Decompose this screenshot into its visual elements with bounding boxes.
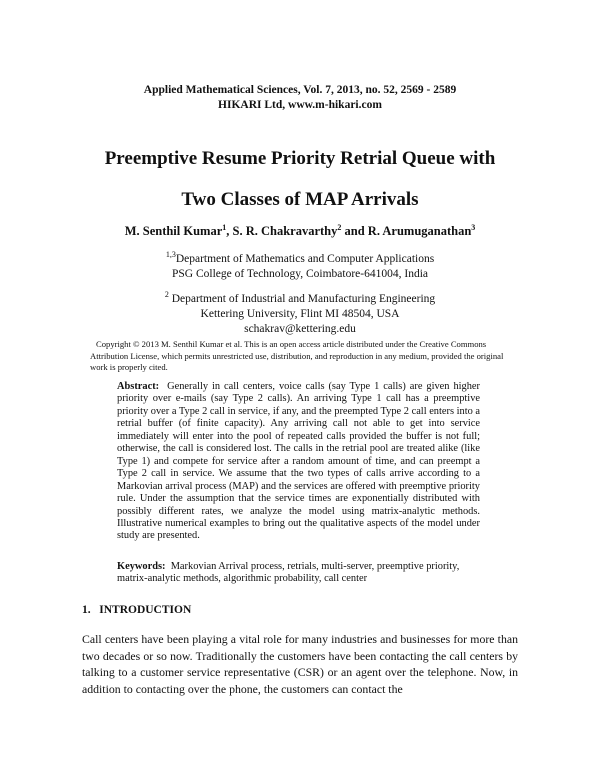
author-affiliation-mark: 2 xyxy=(337,222,342,232)
publisher-line: HIKARI Ltd, www.m-hikari.com xyxy=(218,99,382,111)
paper-title-line-2: Two Classes of MAP Arrivals xyxy=(181,189,419,210)
affiliation-1 xyxy=(0,252,600,282)
paper-title-line-1: Preemptive Resume Priority Retrial Queue with xyxy=(104,148,496,169)
affiliation-2 xyxy=(0,292,600,337)
author-name: S. R. Chakravarthy xyxy=(232,224,338,238)
keywords xyxy=(117,561,480,586)
author-separator: , xyxy=(226,224,233,238)
author-email: schakrav@kettering.edu xyxy=(244,323,356,335)
abstract-text: Generally in call centers, voice calls (say Type 1 calls) are given higher priority over e-mails (say Type 2 calls). An arriving Type 1 call has a preemptive priority over a Type 2 call in service, if any, and the preempted Type 2 call enters into a retrial buffer (of finite capacity). Any arriving call not able to get into service immediately will enter into the pool of repeated calls provided the buffer is not full; otherwise, the call is considered lost. The calls in the retrial pool are treated alike (like Type 1) and compete for service after a random amount of time, and can preempt a Type 2 call in service. We assume that the two types of calls arrive according to a Markovian arrival process (MAP) and the services are offered with preemptive priority rule. Under the assumption that the service times are exponentially distributed with possibly different rates, we analyze the model using matrix-analytic methods. Illustrative numerical examples to bring out the qualitative aspects of the model under study are presented. xyxy=(117,381,480,542)
section-number: 1. xyxy=(82,604,91,616)
author-name: R. Arumuganathan xyxy=(367,224,472,238)
author-separator: and xyxy=(341,224,368,238)
affiliation-institution: Kettering University, Flint MI 48504, USA xyxy=(200,308,400,320)
author-affiliation-mark: 3 xyxy=(471,222,476,232)
keywords-label: Keywords: xyxy=(117,561,166,572)
author-affiliation-mark: 1 xyxy=(222,222,227,232)
affiliation-mark: 2 xyxy=(164,290,169,300)
abstract xyxy=(117,381,480,543)
affiliation-department: Department of Mathematics and Computer Applications xyxy=(175,253,435,265)
author-name: M. Senthil Kumar xyxy=(124,224,223,238)
affiliation-institution: PSG College of Technology, Coimbatore-641004, India xyxy=(172,268,428,280)
author-list xyxy=(0,224,600,239)
copyright-notice: Copyright © 2013 M. Senthil Kumar et al. This is an open access article distributed under the Creative Commons Attribution License, which permits unrestricted use, distribution, and reproduction in any medium, provided the original work is properly cited. xyxy=(90,339,504,372)
section-title: INTRODUCTION xyxy=(99,604,192,616)
section-heading xyxy=(82,604,191,616)
affiliation-mark: 1,3 xyxy=(165,250,176,260)
introduction-paragraph: Call centers have been playing a vital role for many industries and businesses for more than two decades or so now. Traditionally the customers have been contacting the call centers by talking to a customer service representative (CSR) or an agent over the telephone. Now, in addition to contacting over the phone, the customers can contact the xyxy=(82,632,518,696)
abstract-label: Abstract: xyxy=(117,381,160,392)
affiliation-department: Department of Industrial and Manufacturing Engineering xyxy=(171,293,436,305)
keywords-text: Markovian Arrival process, retrials, multi-server, preemptive priority, matrix-analytic methods, algorithmic probability, call center xyxy=(117,561,460,585)
journal-citation: Applied Mathematical Sciences, Vol. 7, 2013, no. 52, 2569 - 2589 xyxy=(143,84,457,96)
